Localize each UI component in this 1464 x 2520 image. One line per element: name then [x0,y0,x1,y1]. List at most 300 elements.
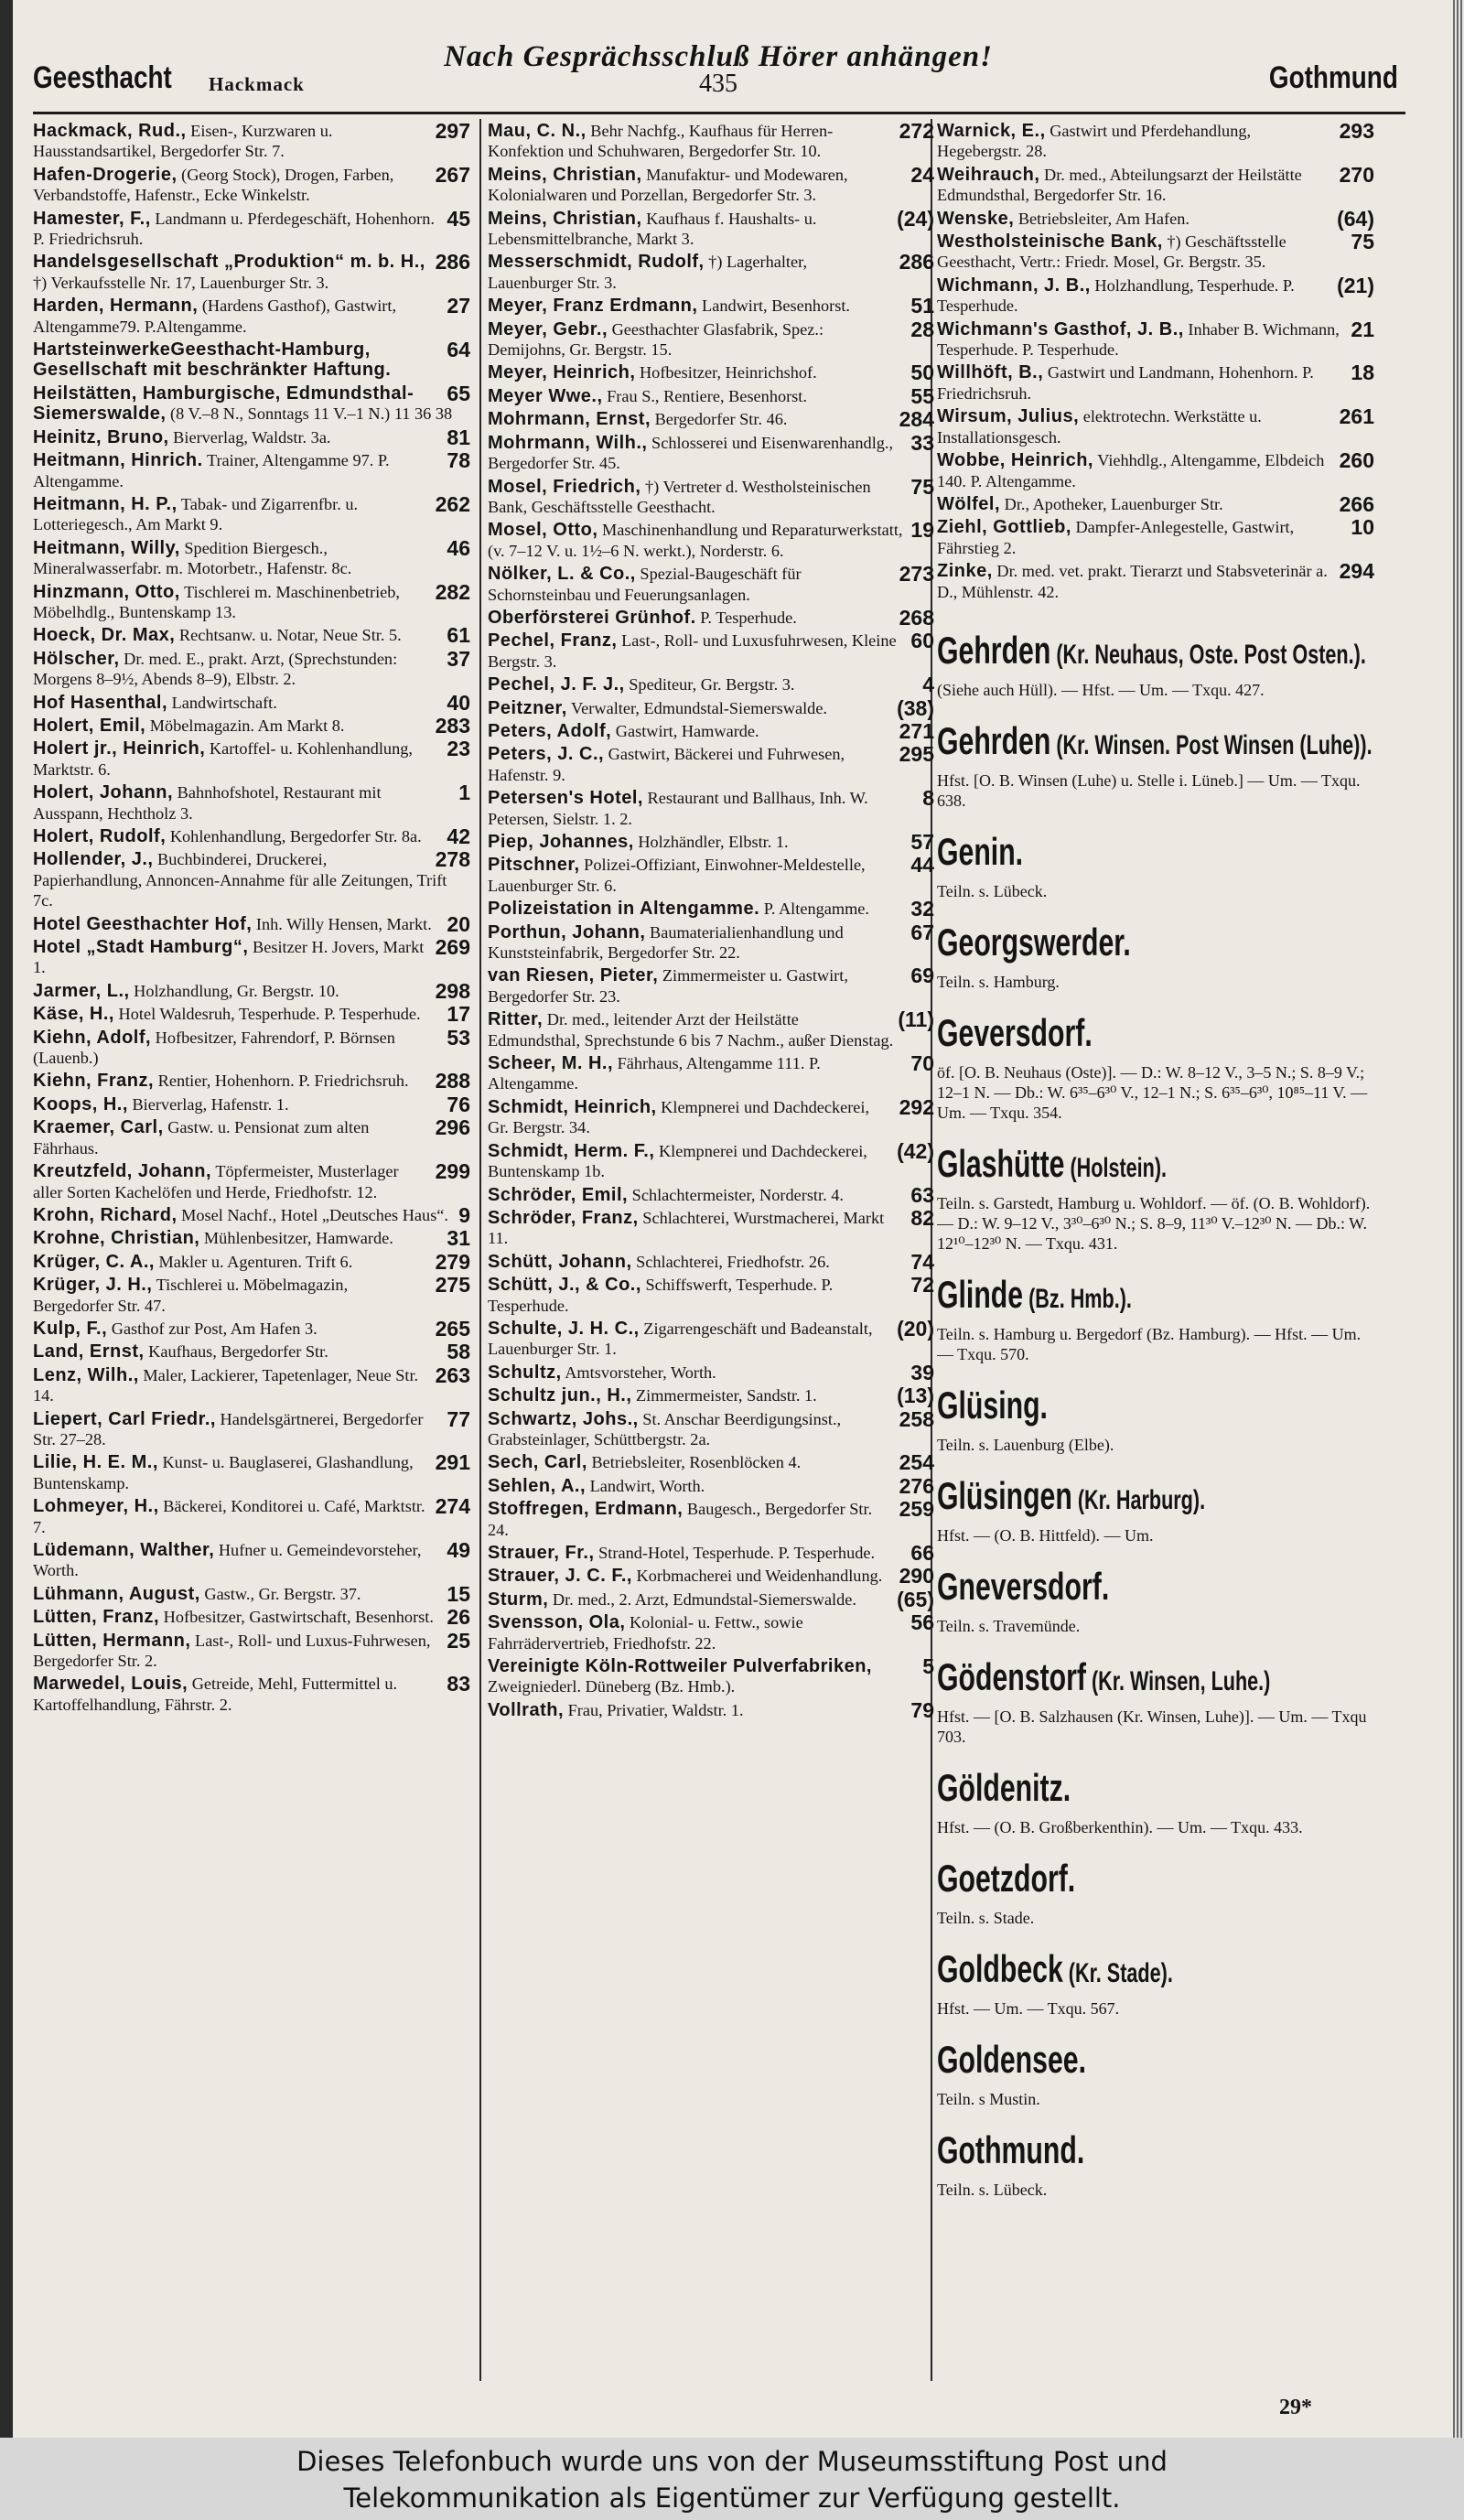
subscriber-details: Klempnerei und Dachdeckerei, Gr. Bergstr. 34. [488,1097,870,1137]
listing-entry [33,1071,472,1091]
listing-entry [488,605,936,630]
subscriber-name: Wirsum, Julius, [937,406,1080,427]
phone-number: 39 [910,1360,934,1384]
subscriber-name: Stoffregen, Erdmann, [488,1499,684,1520]
phone-number: 5 [922,1654,934,1679]
phone-number: 72 [910,1273,934,1298]
listing-entry [488,630,936,672]
place-name: Göldenitz. [937,1765,1071,1809]
listing-entry [488,162,936,206]
phone-number: 295 [899,742,934,767]
subscriber-name: Wenske, [937,208,1015,229]
subscriber-name: Krohne, Christian, [33,1228,200,1249]
subscriber-details: Eisen-, Kurzwaren u. Hausstandsartikel, Bergedorfer Str. 7. [33,122,333,161]
subscriber-name: Lilie, H. E. M., [33,1452,158,1473]
listing-entry [33,1362,472,1406]
subscriber-details: (Hardens Gasthof), Gastwirt, Altengamme79. P.Altengamme. [33,296,397,336]
subscriber-details: Amtsvorsteher, Worth. [561,1362,716,1382]
phone-number: 65 [447,381,470,405]
listing-entry [33,383,472,425]
place-entry [937,2126,1376,2200]
listing-entry [488,1249,936,1274]
listing-entry [937,162,1376,206]
subscriber-name: Schütt, Johann, [488,1251,632,1272]
listing-column-1 [33,121,472,2381]
subscriber-details: Restaurant und Ballhaus, Inh. W. Petersen, Sielstr. 1. 2. [488,789,868,828]
listing-entry [33,782,472,824]
place-note: Hfst. — Um. — Txqu. 567. [937,1998,1120,2018]
phone-number: 45 [447,206,470,231]
subscriber-name: Krohn, Richard, [33,1204,178,1225]
listing-entry [488,564,936,605]
place-entry [937,1562,1376,1636]
subscriber-details: Behr Nachfg., Kaufhaus für Herren-Konfektion und Schuhwaren, Bergedorfer Str. 10. [488,122,834,161]
subscriber-name: Hollender, J., [33,849,154,870]
listing-entry [33,1316,472,1341]
subscriber-name: Wobbe, Heinrich, [937,450,1093,471]
subscriber-details: Frau, Privatier, Waldstr. 1. [564,1700,744,1719]
place-qualifier: (Bz. Hmb.). [1023,1283,1132,1314]
phone-number: 24 [910,162,934,187]
subscriber-details: Dr. med. vet. prakt. Tierarzt und Stabsveterinär a. D., Mühlenstr. 42. [937,562,1328,601]
subscriber-details: Last-, Roll- und Luxusfuhrwesen, Kleine Bergstr. 3. [488,631,897,671]
subscriber-name: Hackmack, Rud., [33,121,187,141]
subscriber-name: Schulte, J. H. C., [488,1318,640,1339]
subscriber-details: Möbelmagazin. Am Markt 8. [145,716,345,735]
subscriber-name: Vereinigte Köln-Rottweiler Pulverfabriken, [488,1656,872,1677]
listing-entry [488,674,936,695]
place-qualifier: (Holstein). [1064,1152,1168,1183]
subscriber-name: Kiehn, Franz, [33,1071,155,1092]
footer-line-1: Dieses Telefonbuch wurde uns von der Museumsstiftung Post und [296,2446,1168,2477]
subscriber-name: Land, Ernst, [33,1341,145,1362]
subscriber-name: Westholsteinische Bank, [937,232,1163,253]
subscriber-name: Messerschmidt, Rudolf, [488,252,705,273]
page-edge-left [0,0,13,2438]
place-qualifier: (Kr. Winsen, Luhe.) [1085,1665,1271,1696]
phone-number: 83 [447,1672,470,1696]
subscriber-name: Warnick, E., [937,121,1046,141]
subscriber-details: Spedition Biergesch., Mineralwasserfabr. m. Motorbetr., Hafenstr. 8c. [33,538,352,578]
subscriber-name: Jarmer, L., [33,980,130,1001]
subscriber-name: Weihrauch, [937,164,1040,185]
listing-entries [937,121,1376,602]
subscriber-details: Bierverlag, Waldstr. 3a. [168,427,331,447]
subscriber-details: Kaufhaus f. Haushalts- u. Lebensmittelbranche, Markt 3. [488,209,817,249]
subscriber-details: Gasthof zur Post, Am Hafen 3. [107,1319,318,1338]
phone-number: 292 [899,1094,934,1119]
subscriber-details: Bahnhofshotel, Restaurant mit Ausspann, Hechtholz 3. [33,783,382,823]
phone-number: 293 [1339,121,1374,143]
listing-entry [33,1161,472,1202]
place-note: Teiln. s. Travemünde. [937,1616,1081,1635]
subscriber-details: Frau S., Rentiere, Besenhorst. [602,386,807,405]
phone-number: 23 [447,737,470,761]
phone-number: 40 [447,690,470,715]
listing-entry [488,718,936,743]
subscriber-name: van Riesen, Pieter, [488,965,659,986]
subscriber-details: Rechtsanw. u. Notar, Neue Str. 5. [175,626,402,645]
phone-number: 286 [899,250,934,275]
listing-entry [33,1496,472,1537]
listing-entry [33,1275,472,1316]
place-name: Goetzdorf. [937,1856,1076,1900]
place-note: Teiln. s. Lübeck. [937,881,1048,900]
phone-number: 31 [447,1226,470,1251]
listing-entry [33,1249,472,1274]
phone-number: 32 [910,897,934,921]
listing-entry [488,1543,936,1563]
subscriber-name: Polizeistation in Altengamme. [488,899,760,920]
subscriber-details: Spezial-Baugeschäft für Schornsteinbau und Feuerungsanlagen. [488,565,802,604]
listing-entry [33,535,472,579]
place-name: Glüsing. [937,1383,1048,1427]
place-name: Georgswerder. [937,920,1131,964]
phone-number: 261 [1339,404,1374,429]
listing-entry [488,922,936,964]
footer-line-2: Telekommunikation als Eigentümer zur Verfügung gestellt. [343,2482,1121,2514]
listing-entry [937,450,1376,491]
listing-entry [33,1025,472,1069]
subscriber-name: Porthun, Johann, [488,921,646,942]
subscriber-name: Svensson, Ola, [488,1612,626,1633]
subscriber-details: Verwalter, Edmundstal-Siemerswalde. [566,698,828,717]
listing-entry [33,1674,472,1715]
subscriber-details: Schlosserei und Eisenwarenhandlg., Bergedorfer Str. 45. [488,433,894,473]
subscriber-name: Krüger, J. H., [33,1275,153,1296]
phone-number: 46 [447,535,470,560]
place-note: Teiln. s. Hamburg. [937,972,1060,991]
listing-entry [33,849,472,910]
subscriber-name: Hölscher, [33,648,120,669]
listing-entry [33,1540,472,1581]
phone-number: 296 [435,1115,470,1140]
listing-entry [33,121,472,162]
subscriber-name: Schultz jun., H., [488,1385,632,1406]
phone-number: 263 [435,1362,470,1387]
column-divider [479,119,481,2381]
place-entry [937,1270,1376,1364]
subscriber-details: Landwirtschaft. [167,693,277,712]
listing-entry [937,491,1376,516]
header-rule [33,112,1405,114]
subscriber-name: Strauer, Fr., [488,1543,595,1563]
subscriber-details: Dr. med., leitender Arzt der Heilstätte Edmundsthal, Sprechstunde 6 bis 7 Nachm., außer Dienstag. [488,1010,894,1050]
subscriber-details: Schiffswerft, Tesperhude. P. Tesperhude. [488,1276,834,1315]
subscriber-details: Viehhdlg., Altengamme, Elbdeich 140. P. Altengamme. [937,451,1325,490]
subscriber-name: Schmidt, Heinrich, [488,1096,657,1117]
subscriber-name: Scheer, M. H., [488,1053,614,1074]
listing-entry [488,965,936,1007]
header-left-place: Geesthacht [33,60,172,95]
subscriber-name: Lütten, Franz, [33,1607,160,1628]
listing-entry [33,713,472,738]
subscriber-details: Handelsgärtnerei, Bergedorfer Str. 27–28. [33,1409,424,1448]
listing-entry [488,206,936,250]
listing-entry [488,832,936,852]
phone-number: 269 [435,935,470,960]
subscriber-name: Oberförsterei Grünhof. [488,607,696,628]
listing-column-2 [488,121,936,2381]
subscriber-details: (8 V.–8 N., Sonntags 11 V.–1 N.) 11 36 38 [166,404,453,424]
phone-number: (13) [897,1384,934,1408]
place-note: Hfst. — (O. B. Großberkenthin). — Um. — Txqu. 433. [937,1817,1303,1836]
phone-number: 17 [447,1002,470,1027]
subscriber-details: Holzhandlung, Gr. Bergstr. 10. [129,981,339,1000]
phone-number: 15 [447,1581,470,1606]
listing-entry [33,623,472,648]
listing-entry [33,738,472,780]
subscriber-name: Liepert, Carl Friedr., [33,1408,216,1429]
listing-entry [937,517,1376,558]
subscriber-details: Töpfermeister, Musterlager aller Sorten Kachelöfen und Herde, Friedhofstr. 12. [33,1162,399,1201]
phone-number: 274 [435,1494,470,1519]
subscriber-details: Kunst- u. Bauglaserei, Glashandlung, Buntenskamp. [33,1453,414,1492]
place-name: Glinde (Bz. Hmb.). [937,1272,1132,1316]
listing-entry [33,1226,472,1251]
subscriber-details: Betriebsleiter, Am Hafen. [1014,209,1190,228]
subscriber-details: Spediteur, Gr. Bergstr. 3. [624,675,795,695]
phone-number: 259 [899,1497,934,1522]
subscriber-name: Krüger, C. A., [33,1251,155,1272]
phone-number: 55 [910,383,934,408]
place-name: Glüsingen (Kr. Harburg). [937,1473,1206,1517]
phone-number: 75 [910,474,934,499]
place-name: Goldensee. [937,2037,1087,2081]
subscriber-name: Kulp, F., [33,1318,108,1339]
subscriber-name: Meyer, Franz Erdmann, [488,296,698,317]
subscriber-details: Bäckerei, Konditorei u. Café, Marktstr. 7. [33,1497,425,1536]
subscriber-name: Marwedel, Louis, [33,1674,188,1695]
listing-entry [488,520,936,561]
subscriber-name: Holert jr., Heinrich, [33,738,206,759]
subscriber-details: †) Lagerhalter, Lauenburger Str. 3. [488,253,808,292]
listing-entry [33,1117,472,1158]
subscriber-details: Zweigniederl. Düneberg (Bz. Hmb.). [488,1677,736,1696]
phone-number: 76 [447,1092,470,1116]
place-qualifier: (Kr. Stade). [1062,1957,1173,1988]
subscriber-details: Maler, Lackierer, Tapetenlager, Neue Str. 14. [33,1365,419,1405]
place-note: (Siehe auch Hüll). — Hfst. — Um. — Txqu. 427. [937,680,1265,699]
subscriber-name: Hotel „Stadt Hamburg“, [33,937,249,958]
subscriber-name: Mosel, Friedrich, [488,476,641,497]
phone-number: 9 [458,1202,470,1227]
place-note: Teiln. s. Lübeck. [937,2180,1048,2199]
phone-number: 20 [447,911,470,936]
page-edge-right [1453,0,1464,2438]
subscriber-name: Pechel, J. F. J., [488,674,625,695]
subscriber-name: Pechel, Franz, [488,630,618,652]
listing-entry [488,1697,936,1722]
subscriber-name: Meins, Christian, [488,164,642,185]
listing-entry [33,826,472,846]
header-left-subtitle: Hackmack [209,73,305,95]
subscriber-details: Kaufhaus, Bergedorfer Str. [144,1342,328,1362]
place-entry [937,1381,1376,1455]
place-entry [937,918,1376,992]
subscriber-details: Trainer, Altengamme 97. P. Altengamme. [33,451,390,490]
subscriber-details: Getreide, Mehl, Futtermittel u. Kartoffelhandlung, Fährstr. 2. [33,1675,398,1714]
place-note: Hfst. — (O. B. Hittfeld). — Um. [937,1525,1154,1545]
subscriber-details: Strand-Hotel, Tesperhude. P. Tesperhude. [594,1544,876,1562]
listing-entry [33,427,472,447]
subscriber-details: Dr. med., Abteilungsarzt der Heilstätte Edmundsthal, Bergedorfer Str. 16. [937,165,1302,205]
listing-entry [33,1202,472,1227]
subscriber-details: Dr. med. E., prakt. Arzt, (Sprechstunden: Morgens 8–9½, Abends 8–9), Elbstr. 2. [33,649,398,689]
phone-number: 70 [910,1051,934,1076]
listing-entry [33,690,472,715]
phone-number: 275 [435,1273,470,1298]
listing-entry [33,1341,472,1362]
subscriber-details: P. Tesperhude. [695,608,797,627]
listing-entry [488,1053,936,1094]
phone-number: (21) [1337,273,1374,297]
listing-entry [488,1656,936,1697]
subscriber-name: Hamester, F., [33,208,151,229]
subscriber-name: Schütt, J., & Co., [488,1275,641,1296]
subscriber-details: Holzhändler, Elbstr. 1. [633,833,789,851]
subscriber-details: Fährhaus, Altengamme 111. P. Altengamme. [488,1054,821,1093]
subscriber-name: Mosel, Otto, [488,520,598,541]
listing-entry [488,383,936,408]
subscriber-details: Zimmermeister u. Gastwirt, Bergedorfer Str. 23. [488,966,848,1006]
phone-number: 78 [447,448,470,473]
listing-entry [33,252,472,293]
phone-number: 258 [899,1406,934,1431]
subscriber-name: Handelsgesellschaft „Produktion“ m. b. H., [33,252,425,273]
archive-footer [0,2438,1464,2520]
subscriber-details: Manufaktur- und Modewaren, Kolonialwaren und Porzellan, Bergedorfer Str. 3. [488,165,848,205]
phone-number: 271 [899,718,934,743]
subscriber-details: Hufner u. Gemeindevorsteher, Worth. [33,1541,422,1580]
subscriber-details: Besitzer H. Jovers, Markt 1. [33,938,425,977]
subscriber-details: †) Verkaufsstelle Nr. 17, Lauenburger Str. 3. [33,273,329,292]
subscriber-details: Landwirt, Worth. [586,1476,705,1495]
place-entry [937,2035,1376,2109]
listing-entry [33,1002,472,1027]
header-page-number: 435 [699,70,737,98]
phone-number: 81 [447,425,470,449]
listing-entry [488,1182,936,1207]
phone-number: 278 [435,847,470,872]
listing-entry [488,1499,936,1540]
header-right-place: Gothmund [1269,60,1398,95]
subscriber-name: Heitmann, Willy, [33,537,180,558]
subscriber-details: Hofbesitzer, Gastwirtschaft, Besenhorst. [159,1608,434,1627]
subscriber-details: Tischlerei u. Möbelmagazin, Bergedorfer Str. 47. [33,1276,349,1315]
subscriber-details: Bierverlag, Hafenstr. 1. [127,1094,289,1114]
subscriber-details: Landwirt, Besenhorst. [697,296,850,316]
phone-number: 44 [910,853,934,878]
subscriber-name: Schröder, Franz, [488,1207,639,1228]
subscriber-details: Tabak- und Zigarrenfbr. u. Lotteriegesch., Am Markt 9. [33,494,359,534]
phone-number: 63 [910,1182,934,1207]
phone-number: 33 [910,430,934,455]
subscriber-name: Ritter, [488,1009,544,1030]
subscriber-details: Zigarrengeschäft und Badeanstalt, Lauenburger Str. 1. [488,1319,873,1359]
phone-number: 4 [922,673,934,697]
subscriber-details: Mosel Nachf., Hotel „Deutsches Haus“. [177,1205,448,1224]
subscriber-name: Schultz, [488,1362,562,1383]
subscriber-details: Maschinenhandlung und Reparaturwerkstatt, (v. 7–12 V. u. 1½–6 N. werkt.), Norderstr. 6. [488,521,903,560]
listing-entry [488,1009,936,1050]
subscriber-details: Dr., Apotheker, Lauenburger Str. [1000,494,1223,513]
phone-number: 268 [899,605,934,630]
listing-entry [937,275,1376,317]
listing-entry [937,362,1376,404]
phone-number: 26 [447,1605,470,1630]
subscriber-name: Lohmeyer, H., [33,1496,159,1517]
subscriber-name: Mohrmann, Wilh., [488,432,648,453]
listing-entry [33,911,472,936]
subscriber-details: Gastw. u. Pensionat zum alten Fährhaus. [33,1118,370,1158]
subscriber-name: Vollrath, [488,1699,565,1720]
listing-entry [488,695,936,720]
phone-number: 66 [910,1541,934,1565]
phone-number: 265 [435,1316,470,1341]
subscriber-details: Inhaber B. Wichmann, Tesperhude. P. Tesperhude. [937,319,1340,360]
listing-entry [488,1275,936,1316]
listing-entry [33,978,472,1003]
subscriber-details: Dr. med., 2. Arzt, Edmundstal-Siemerswalde. [548,1589,856,1609]
phone-number: 276 [899,1473,934,1498]
phone-number: 27 [447,294,470,318]
subscriber-name: Meyer, Heinrich, [488,362,636,383]
phone-number: 19 [910,518,934,543]
phone-number: (42) [897,1138,934,1163]
subscriber-name: Kraemer, Carl, [33,1117,164,1138]
subscriber-name: Wichmann, J. B., [937,275,1091,296]
subscriber-name: Peitzner, [488,697,567,718]
subscriber-details: Gastwirt, Hamwarde. [611,721,759,740]
subscriber-name: Lühmann, August, [33,1583,200,1604]
subscriber-details: Rentier, Hohenhorn. P. Friedrichsruh. [154,1072,409,1091]
subscriber-details: †) Geschäftsstelle Geesthacht, Vertr.: Friedr. Mosel, Gr. Bergstr. 35. [937,232,1286,272]
phone-number: (65) [897,1587,934,1611]
listing-entry [33,296,472,337]
subscriber-name: Hotel Geesthachter Hof, [33,913,253,934]
subscriber-name: Schröder, Emil, [488,1184,629,1205]
phone-number: 10 [1351,515,1374,540]
subscriber-name: Käse, H., [33,1004,114,1025]
subscriber-details: Baumaterialienhandlung und Kunststeinfabrik, Bergedorfer Str. 22. [488,922,844,963]
subscriber-details: Kartoffel- u. Kohlenhandlung, Marktstr. 6. [33,739,413,779]
subscriber-details: Korbmacherei und Weidenhandlung. [631,1567,883,1586]
place-note: Hfst. [O. B. Winsen (Luhe) u. Stelle i. Lüneb.] — Um. — Txqu. 638. [937,770,1361,810]
listing-entry [33,1628,472,1672]
listing-entry [937,121,1376,162]
subscriber-name: Peters, Adolf, [488,720,612,741]
subscriber-name: Lenz, Wilh., [33,1364,139,1385]
phone-number: 290 [899,1564,934,1588]
subscriber-name: Pitschner, [488,855,580,876]
place-note: Teiln. s Mustin. [937,2089,1040,2108]
subscriber-details: Buchbinderei, Druckerei, Papierhandlung, Annoncen-Annahme für alle Zeitungen, Trift 7c. [33,850,447,910]
listing-entry [33,1581,472,1606]
phone-number: 273 [899,562,934,587]
subscriber-name: Hof Hasenthal, [33,692,168,713]
subscriber-details: Klempnerei und Dachdeckerei, Buntenskamp 1b. [488,1141,867,1181]
phone-number: (24) [897,206,934,231]
subscriber-details: Schlachterei, Wurstmacherei, Markt 11. [488,1208,885,1248]
phone-number: 82 [910,1205,934,1230]
phone-number: 288 [435,1069,470,1093]
place-entry [937,716,1376,811]
listing-entry [488,430,936,474]
subscriber-details: Last-, Roll- und Luxus-Fuhrwesen, Bergedorfer Str. 2. [33,1631,431,1671]
place-entry [937,1763,1376,1837]
listing-entry [33,1605,472,1630]
